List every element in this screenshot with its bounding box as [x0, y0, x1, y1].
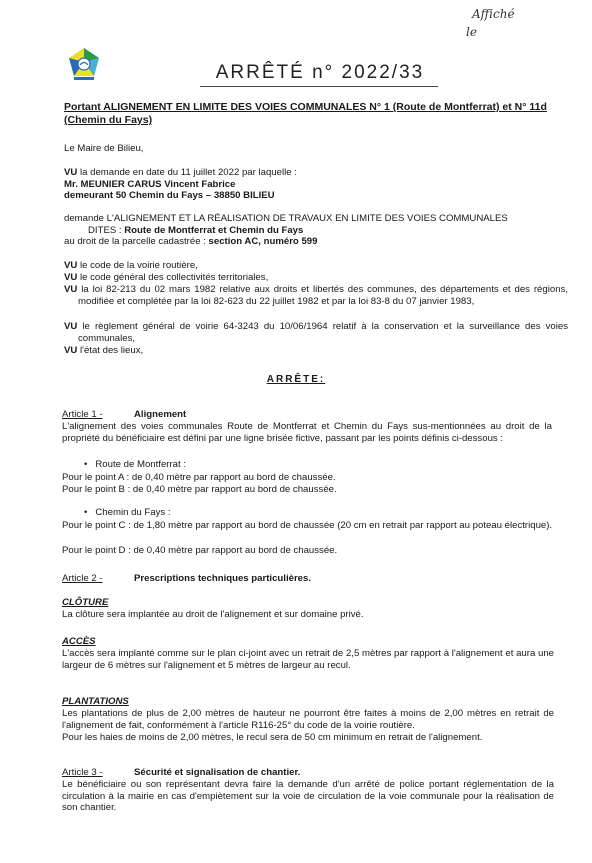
arrete-heading: ARRÊTE: [266, 374, 326, 385]
vu-item-1 [64, 260, 568, 272]
article-1-road-2: • Chemin du Fays : [84, 507, 171, 518]
handwritten-line-2: le [466, 25, 477, 39]
title-underline [200, 86, 438, 87]
vu-text: la loi 82-213 du 02 mars 1982 relative aux droits et libertés des communes, des départements et des régions, modifiée et complétée par la loi 82-623 du 22 juillet 1982 et par la loi 83-8 du 07 janvier 1983, [77, 284, 568, 307]
article-1-road-1: • Route de Montferrat : [84, 459, 186, 470]
article-2-label: Article 2 - [62, 573, 103, 584]
point-c: Pour le point C : de 1,80 mètre par rapport au bord de chaussée (20 cm en retrait par rapport au poteau électrique). [62, 520, 553, 531]
vu-prefix: VU [64, 272, 78, 283]
acces-text: L'accès sera implanté comme sur le plan ci-joint avec un retrait de 2,5 mètres par rapport à l'alignement et aura une largeur de 6 mètres sur l'alignement et 5 mètres de largeur au recul. [62, 648, 554, 671]
handwritten-line-1: Affiché [472, 7, 515, 21]
cloture-text: La clôture sera implantée au droit de l'alignement et sur domaine privé. [62, 609, 364, 620]
vu-text: le code général des collectivités territoriales, [77, 272, 269, 283]
demande-line-3-prefix: au droit de la parcelle cadastrée : [64, 236, 209, 248]
commune-logo-icon [66, 46, 102, 82]
vu-prefix: VU [64, 260, 78, 271]
vu-text: le code de la voirie routière, [77, 260, 198, 271]
plantations-text-2: Pour les haies de moins de 2,00 mètres, le recul sera de 50 cm minimum en retrait de l'alignement. [62, 732, 483, 743]
vu-text: l'état des lieux, [77, 345, 144, 356]
plantations-text-1: Les plantations de plus de 2,00 mètres de hauteur ne pourront être faites à moins de 2,00 mètres en retrait de l'alignement de fait, conformément à l'article R116-25° du code de la voirie routière. [62, 708, 554, 731]
vu-prefix: VU [64, 321, 78, 332]
document-title: ARRÊTÉ n° 2022/33 [215, 62, 425, 83]
vu-demande [64, 167, 554, 202]
article-3-text: Le bénéficiaire ou son représentant devra faire la demande d'un arrêté de police portant réglementation de la circulation à la mairie en cas d'empiètement sur la voie de circulation de la voie communale pour la réalisation de son chantier. [62, 779, 554, 814]
demande-block [64, 213, 564, 248]
demande-line-2-prefix: DITES : [88, 224, 125, 236]
article-1-label: Article 1 - [62, 409, 103, 420]
article-2-title: Prescriptions techniques particulières. [134, 573, 312, 584]
applicant-name: Mr. MEUNIER CARUS Vincent Fabrice [64, 178, 236, 190]
vu-prefix: VU [64, 284, 78, 295]
demande-line-2-bold: Route de Montferrat et Chemin du Fays [124, 224, 304, 236]
acces-heading: ACCÈS [62, 636, 96, 647]
handwritten-note [462, 4, 532, 44]
article-3-label: Article 3 - [62, 767, 103, 778]
article-3-title: Sécurité et signalisation de chantier. [134, 767, 301, 778]
point-b: Pour le point B : de 0,40 mètre par rapport au bord de chaussée. [62, 484, 337, 495]
vu-item-4 [64, 321, 568, 344]
point-d: Pour le point D : de 0,40 mètre par rapport au bord de chaussée. [62, 545, 338, 556]
article-1-intro: L'alignement des voies communales Route de Montferrat et Chemin du Fays sus-mentionnées au droit de la propriété du bénéficiaire est défini par une ligne brisée fictive, passant par les points définis ci-dessous : [62, 421, 552, 444]
vu-item-2 [64, 272, 568, 284]
mayor-line: Le Maire de Bilieu, [64, 143, 144, 154]
demande-line-3-bold: section AC, numéro 599 [208, 236, 318, 248]
applicant-address: demeurant 50 Chemin du Fays – 38850 BILIEU [64, 190, 275, 202]
cloture-heading: CLÔTURE [62, 597, 109, 608]
article-1-title: Alignement [134, 409, 187, 420]
vu-prefix: VU [64, 167, 78, 178]
demande-line-1: demande L'ALIGNEMENT ET LA RÉALISATION DE TRAVAUX EN LIMITE DES VOIES COMMUNALES [64, 213, 508, 224]
vu-item-3 [64, 284, 568, 307]
document-subject: Portant ALIGNEMENT EN LIMITE DES VOIES COMMUNALES N° 1 (Route de Montferrat) et N° 11d (Chemin du Fays) [64, 101, 547, 126]
vu-text: le règlement général de voirie 64-3243 du 10/06/1964 relatif à la conservation et la surveillance des voies communales, [77, 321, 568, 344]
vu-item-5 [64, 345, 568, 357]
vu-prefix: VU [64, 345, 78, 356]
vu-demande-text: la demande en date du 11 juillet 2022 par laquelle : [77, 167, 297, 178]
point-a: Pour le point A : de 0,40 mètre par rapport au bord de chaussée. [62, 472, 336, 483]
plantations-heading: PLANTATIONS [62, 696, 129, 707]
